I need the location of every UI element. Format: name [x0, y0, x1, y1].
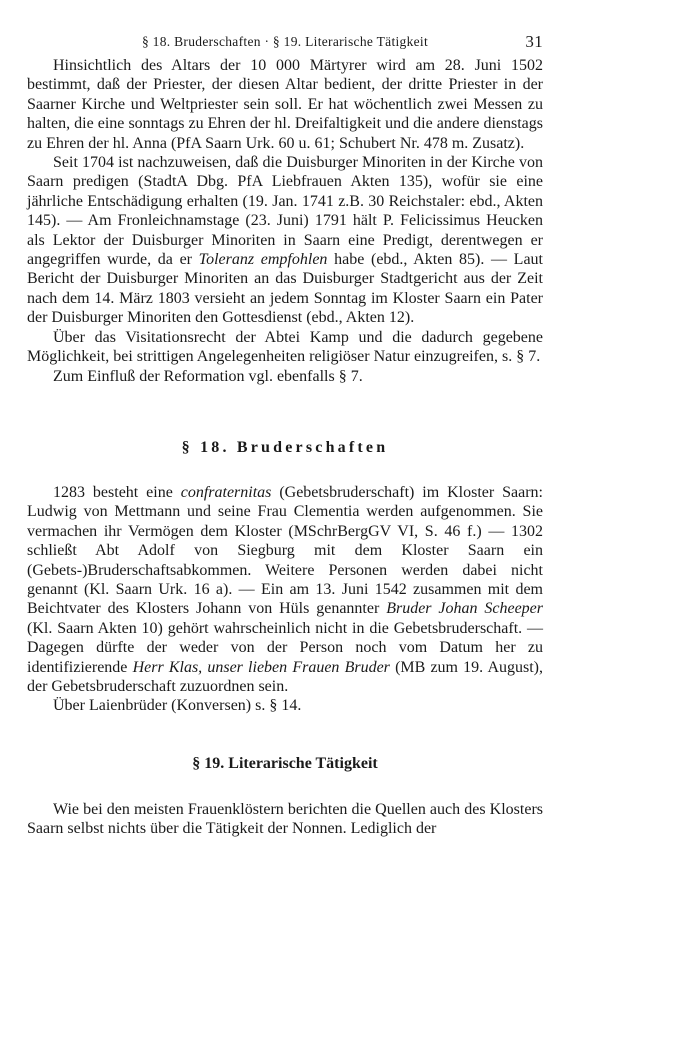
italic-text: Toleranz empfohlen [198, 251, 328, 269]
text-run: Über das Visitationsrecht der Abtei Kamp und die dadurch gegebene Möglichkeit, bei strittigen Angelegenheiten religiöser Natur einzugreifen, s. § 7. [27, 328, 543, 366]
page-number: 31 [525, 32, 543, 51]
text-run: Seit 1704 ist nachzuweisen, daß die Duisburger Minoriten in der Kirche von Saarn predigen (StadtA Dbg. PfA Liebfrauen Akten 135), wofür sie eine jährliche Entschädigung erhalten (19. Jan. 1741 z.B. 30 Reichstaler: ebd., Akten 145). — Am Fronleichnamstage (23. Juni) 1791 hält P. Felicissimus Heucken als Lektor der Duisburger Minoriten in Saarn eine Predigt, derentwegen er angegriffen wurde, da er [27, 154, 543, 269]
text-run: (MB zum 19. August), der Gebetsbruderschaft zuzuordnen sein. [27, 658, 544, 695]
paragraph [27, 367, 543, 386]
italic-text: confraternitas [180, 483, 272, 501]
text-run: (Kl. Saarn Akten 10) gehört wahrscheinlich nicht in die Gebetsbruderschaft. — Dagegen dürfte der weder von der Person noch vom Datum her zu identifizierende [27, 619, 543, 676]
section-18-body [27, 483, 543, 716]
text-run: habe (ebd., Akten 85). — Laut Bericht der Duisburger Minoriten an das Duisburger Stadtgericht aus der Zeit nach dem 14. März 1803 versieht an jedem Sonntag im Kloster Saarn ein Pater der Duisburger Minoriten den Gottesdienst (ebd., Akten 12). [27, 251, 544, 327]
paragraph [27, 56, 543, 153]
text-run: 1283 besteht eine [53, 483, 181, 501]
text-run: Über Laienbrüder (Konversen) s. § 14. [53, 697, 302, 715]
paragraph [27, 696, 543, 715]
italic-text: Bruder Johan Scheeper [386, 600, 544, 618]
text-run: Hinsichtlich des Altars der 10 000 Märtyrer wird am 28. Juni 1502 bestimmt, daß der Priester, der diesen Altar bedient, der dritte Priester in der Saarner Kirche und Weltpriester sein soll. Er hat wöchentlich zwei Messen zu halten, die eine sonntags zu Ehren der hl. Dreifaltigkeit und die andere dienstags zu Ehren der hl. Anna (PfA Saarn Urk. 60 u. 61; Schubert Nr. 478 m. Zusatz). [27, 57, 543, 152]
italic-text: Herr Klas, unser lieben Frauen Bruder [132, 658, 390, 676]
text-run: (Gebetsbruderschaft) im Kloster Saarn: Ludwig von Mettmann und seine Frau Clementia werden aufgenommen. Sie vermachen ihr Vermögen dem Kloster (MSchrBergGV VI, S. 46 f.) — 1302 schließt Abt Adolf von Siegburg mit dem Kloster Saarn ein (Gebets-)Bruderschaftsabkommen. Weitere Personen werden dabei nicht genannt (Kl. Saarn Urk. 16 a). — Ein am 13. Juni 1542 zusammen mit dem Beichtvater des Klosters Johann von Hüls genannter [27, 483, 543, 618]
paragraph [27, 328, 543, 367]
text-run: Wie bei den meisten Frauenklöstern berichten die Quellen auch des Klosters Saarn selbst nichts über die Tätigkeit der Nonnen. Lediglich der [27, 800, 543, 838]
paragraph [27, 153, 543, 328]
top-text-block [27, 56, 543, 386]
paragraph [27, 800, 543, 839]
section-heading-18: § 18. Bruderschaften [181, 438, 389, 456]
section-heading-19: § 19. Literarische Tätigkeit [192, 754, 378, 772]
book-page [27, 32, 543, 839]
text-run: Zum Einfluß der Reformation vgl. ebenfalls § 7. [53, 367, 363, 385]
paragraph [27, 483, 543, 696]
running-head-title: § 18. Bruderschaften · § 19. Literarische Tätigkeit [141, 34, 429, 49]
running-head [27, 32, 543, 56]
section-19-body [27, 800, 543, 839]
